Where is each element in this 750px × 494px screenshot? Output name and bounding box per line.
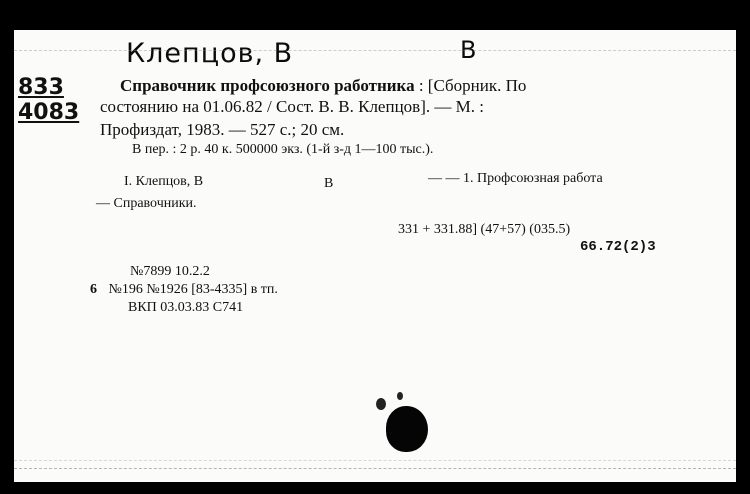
book-title: Справочник профсоюзного работника <box>120 76 415 95</box>
classification-index: 331 + 331.88] (47+57) (035.5) <box>398 222 571 237</box>
handwritten-author: Клепцов, В <box>126 38 294 69</box>
added-entry-letter: В <box>324 176 334 191</box>
noise-line <box>14 468 736 469</box>
note-line-2-prefix: 6 <box>90 282 97 297</box>
handwritten-letter: В <box>460 36 478 64</box>
ink-speck <box>376 398 386 410</box>
subject-heading: — — 1. Профсоюзная работа <box>428 171 603 186</box>
ink-blot <box>386 406 428 452</box>
catalog-card <box>14 30 736 482</box>
title-line <box>120 76 526 96</box>
noise-line <box>14 50 736 51</box>
note-line-1: №7899 10.2.2 <box>130 264 210 279</box>
imprint-line: Профиздат, 1983. — 527 с.; 20 см. <box>100 120 345 139</box>
shelf-mark-bottom: 4083 <box>18 100 80 125</box>
noise-line <box>14 460 736 461</box>
bbk-index: 66.72(2)3 <box>580 239 656 255</box>
title-line-2: состоянию на 01.06.82 / Сост. В. В. Клепцов]. — М. : <box>100 97 484 116</box>
note-line-3: ВКП 03.03.83 С741 <box>128 300 244 315</box>
added-entry: I. Клепцов, В <box>124 174 204 189</box>
shelf-mark-top: 833 <box>18 75 64 100</box>
note-line-2 <box>90 282 278 298</box>
ink-speck <box>397 392 403 400</box>
note-line-2-text: №196 №1926 [83-4335] в тп. <box>108 282 278 297</box>
title-rest: : [Сборник. По <box>418 76 527 95</box>
price-line: В пер. : 2 р. 40 к. 500000 экз. (1-й з-д 1—100 тыс.). <box>132 142 434 157</box>
subject-continuation: — Справочники. <box>96 196 197 211</box>
